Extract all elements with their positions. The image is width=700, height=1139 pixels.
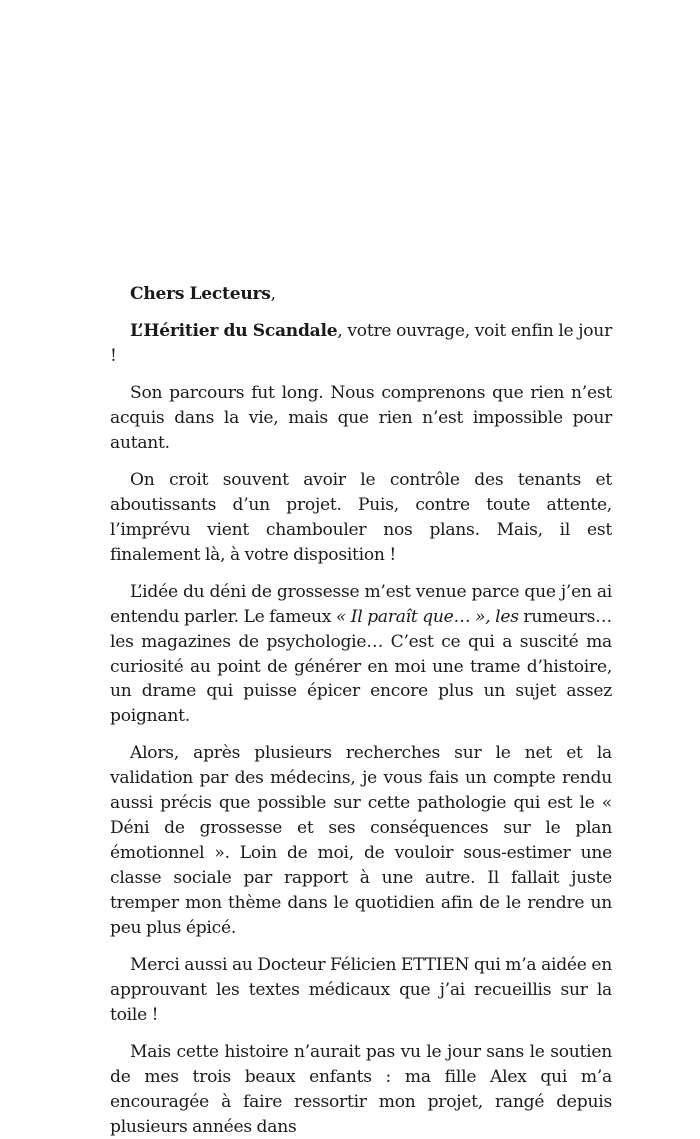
idea-paragraph [110, 580, 612, 729]
greeting-paragraph [110, 282, 612, 307]
thanks-paragraph: Merci aussi au Docteur Félicien ETTIEN qui m’a aidée en approuvant les textes médicaux que j’ai recueillis sur la toile ! [110, 954, 612, 1025]
letter-page [110, 282, 612, 1139]
idea-quote: « Il paraît que… », les [335, 606, 519, 627]
title-paragraph-rest: , votre ouvrage, voit enfin le jour ! [110, 321, 612, 366]
idea-paragraph-end: rumeurs… les magazines de psychologie… C’est ce qui a suscité ma curiosité au point de générer en moi une trame d’histoire, un drame qui puisse épicer encore plus un sujet assez poignant. [110, 606, 612, 727]
idea-paragraph-start: L’idée du déni de grossesse m’est venue parce que j’en ai entendu parler. Le fameux [110, 581, 612, 627]
journey-paragraph: Son parcours fut long. Nous comprenons que rien n’est acquis dans la vie, mais que rien n’est impossible pour autant. [110, 383, 612, 453]
control-paragraph: On croit souvent avoir le contrôle des tenants et aboutissants d’un projet. Puis, contre toute attente, l’imprévu vient chambouler nos plans. Mais, il est finalement là, à votre disposition ! [110, 470, 612, 565]
greeting-comma: , [270, 284, 276, 304]
greeting-salutation: Chers Lecteurs [130, 284, 271, 304]
children-paragraph: Mais cette histoire n’aurait pas vu le jour sans le soutien de mes trois beaux enfants : ma fille Alex qui m’a encouragée à faire ressortir mon projet, rangé depuis plusieurs années dans [110, 1041, 612, 1137]
book-title: L’Héritier du Scandale [130, 321, 338, 342]
title-paragraph [110, 319, 612, 369]
research-paragraph: Alors, après plusieurs recherches sur le net et la validation par des médecins, je vous fais un compte rendu aussi précis que possible sur cette pathologie qui est le « Déni de grossesse et ses conséquences sur le plan émotionnel ». Loin de moi, de vouloir sous-estimer une classe sociale par rapport à une autre. Il fallait juste tremper mon thème dans le quotidien afin de le rendre un peu plus épicé. [110, 743, 612, 938]
